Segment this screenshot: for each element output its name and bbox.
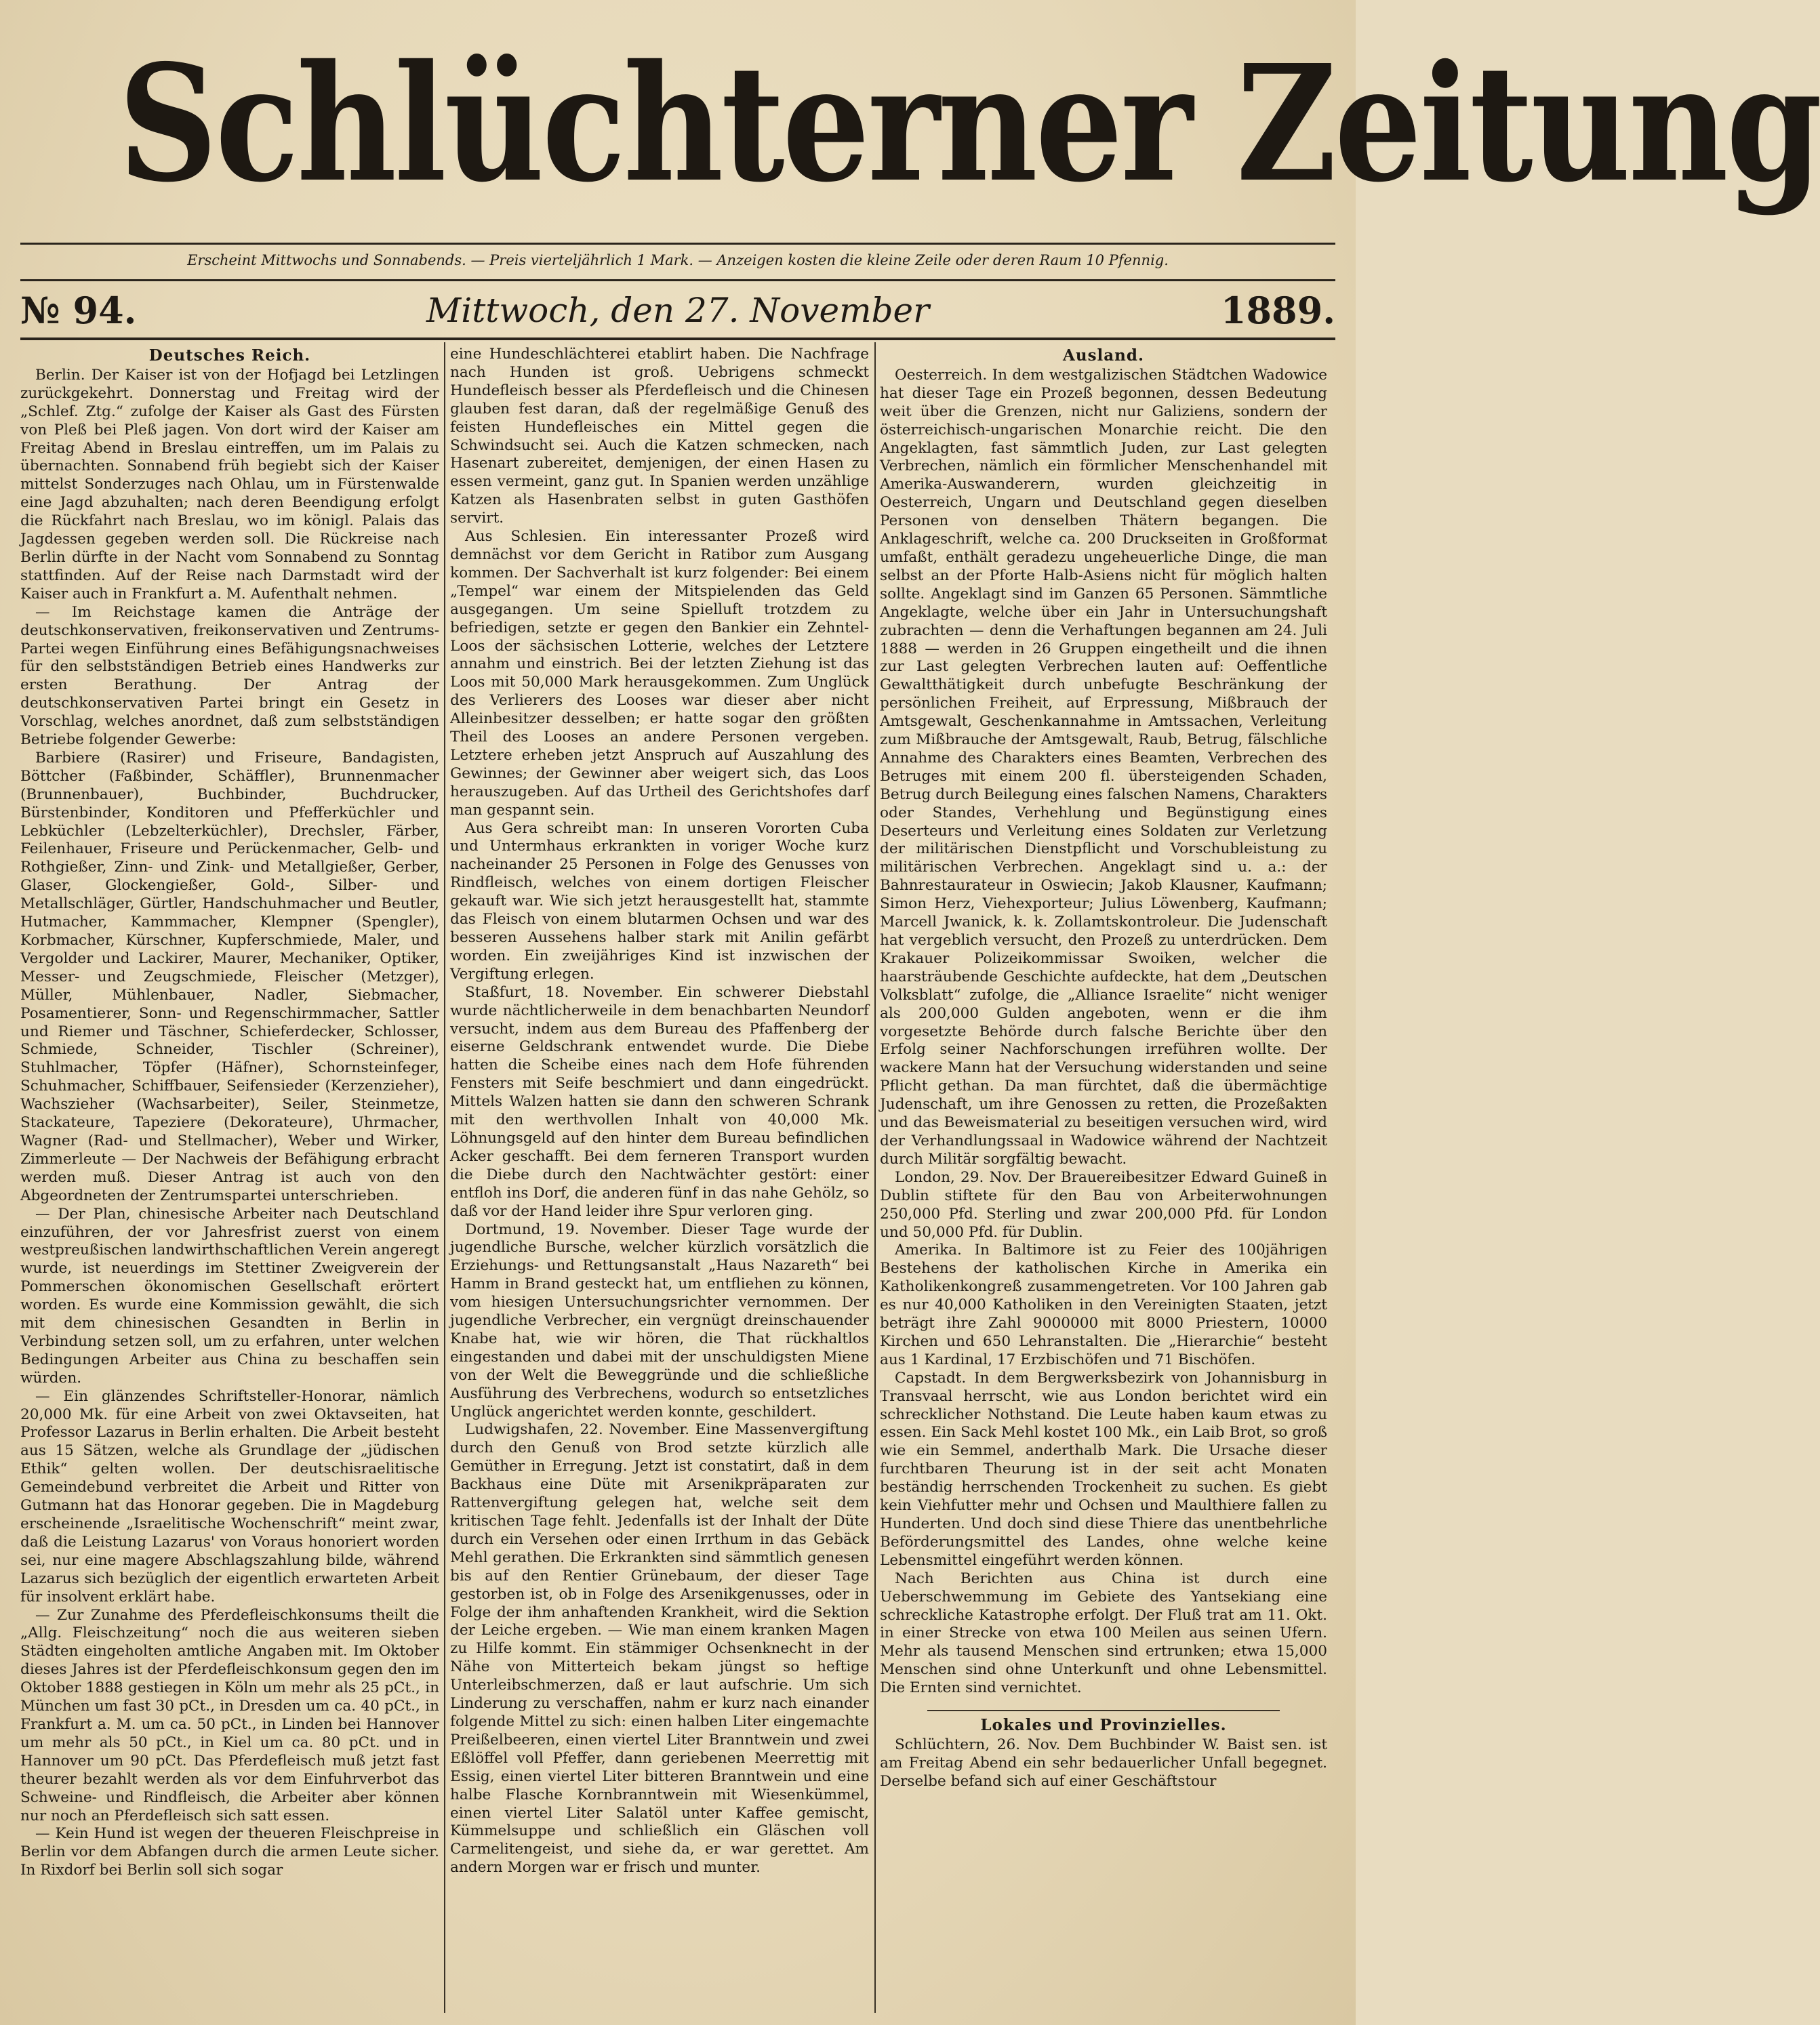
column-divider (444, 342, 445, 2013)
article-paragraph: Schlüchtern, 26. Nov. Dem Buchbinder W. Baist sen. ist am Freitag Abend ein sehr bedauerlicher Unfall begegnet. Derselbe befand sich auf einer Geschäftstour (880, 1736, 1327, 1790)
column-divider (874, 342, 876, 2013)
article-paragraph: Staßfurt, 18. November. Ein schwerer Diebstahl wurde nächtlicherweile in dem benachbarten Neundorf versucht, indem aus dem Bureau des Pfaffenberg der eiserne Geldschrank entwendet wurde. Die Diebe hatten die Scheibe eines nach dem Hofe führenden Fensters mit Seife beschmiert und dann eingedrückt. Mittels Walzen hatten sie dann den schweren Schrank mit den werthvollen Inhalt von 40,000 Mk. Löhnungsgeld auf den hinter dem Bureau befindlichen Acker geschafft. Bei dem ferneren Transport wurden die Diebe durch den Nachtwächter gestört: einer entfloh ins Dorf, die anderen fünf in das nahe Gehölz, so daß vor der Hand leider ihre Spur verloren ging. (450, 983, 869, 1220)
masthead-title: Schlüchterner Zeitung (118, 29, 1820, 218)
article-paragraph: — Der Plan, chinesische Arbeiter nach Deutschland einzuführen, der vor Jahresfrist zuerst von einem westpreußischen landwirthschaftlichen Verein angeregt wurde, ist neuerdings im Stettiner Zweigverein der Pommerschen ökonomischen Gesellschaft erörtert worden. Es wurde eine Kommission gewählt, die sich mit dem chinesischen Gesandten in Berlin in Verbindung setzen soll, um zu erfahren, unter welchen Bedingungen Arbeiter aus China zu beschaffen sein würden. (20, 1205, 439, 1387)
issue-bar (20, 288, 1335, 335)
article-paragraph: Amerika. In Baltimore ist zu Feier des 100jährigen Bestehens der katholischen Kirche in Amerika ein Katholikenkongreß zusammengetreten. Vor 100 Jahren gab es nur 40,000 Katholiken in den Vereinigten Staaten, jetzt beträgt ihre Zahl 9000000 mit 8000 Priestern, 10000 Kirchen und 650 Lehranstalten. Die „Hierarchie“ besteht aus 1 Kardinal, 17 Erzbischöfen und 71 Bischöfen. (880, 1242, 1327, 1368)
issue-number: № 94. (20, 289, 137, 332)
article-paragraph: — Im Reichstage kamen die Anträge der deutschkonservativen, freikonservativen und Zentrums-Partei wegen Einführung eines Befähigungsnachweises für den selbstständigen Betrieb eines Handwerks zur ersten Berathung. Der Antrag der deutschkonservativen Partei bringt ein Gesetz in Vorschlag, welches anordnet, daß zum selbstständigen Betriebe folgender Gewerbe: (20, 603, 439, 749)
issue-year: 1889. (1220, 289, 1335, 332)
section-heading-local: Lokales und Provinzielles. (980, 1716, 1227, 1735)
lower-issue-rule (20, 338, 1335, 340)
section-heading: Deutsches Reich. (148, 346, 311, 365)
article-paragraph: Dortmund, 19. November. Dieser Tage wurde der jugendliche Bursche, welcher kürzlich vorsätzlich die Erziehungs- und Rettungsanstalt „Haus Nazareth“ bei Hamm in Brand gesteckt hat, um entfliehen zu können, vom hiesigen Untersuchungsrichter vernommen. Der jugendliche Verbrecher, ein vergnügt dreinschauender Knabe hat, wie wir hören, die That rückhaltlos eingestanden und dabei mit der unschuldigsten Miene von der Welt die Beweggründe und die schließliche Ausführung des Verbrechens, wodurch so entsetzliches Unglück angerichtet werden konnte, geschildert. (450, 1221, 869, 1420)
subscription-line: Erscheint Mittwochs und Sonnabends. — Preis vierteljährlich 1 Mark. — Anzeigen kosten die kleine Zeile oder deren Raum 10 Pfennig. (187, 252, 1169, 268)
article-paragraph: Aus Gera schreibt man: In unseren Vororten Cuba und Untermhaus erkrankten in voriger Woche kurz nacheinander 25 Personen in Folge des Genusses von Rindfleisch, welches von einem dortigen Fleischer gekauft war. Wie sich jetzt herausgestellt hat, stammte das Fleisch von einem blutarmen Ochsen und war des besseren Aussehens halber stark mit Anilin gefärbt worden. Ein zweijähriges Kind ist inzwischen der Vergiftung erlegen. (450, 819, 869, 983)
column-middle (450, 346, 869, 2013)
article-paragraph: Oesterreich. In dem westgalizischen Städtchen Wadowice hat dieser Tage ein Prozeß begonnen, dessen Bedeutung weit über die Grenzen, nicht nur Galiziens, sondern der österreichisch-ungarischen Monarchie reicht. Die den Angeklagten, fast sämmtlich Juden, zur Last gelegten Verbrechen, nämlich ein förmlicher Menschenhandel mit Amerika-Auswanderern, wurden gleichzeitig in Oesterreich, Ungarn und Deutschland gegen dieselben Personen von denselben Thätern begangen. Die Anklageschrift, welche ca. 200 Druckseiten in Großformat umfaßt, enthält geradezu ungeheuerliche Dinge, die man selbst an der Pforte Halb-Asiens nicht für möglich halten sollte. Angeklagt sind im Ganzen 65 Personen. Sämmtliche Angeklagte, welche über ein Jahr in Untersuchungshaft zubrachten — denn die Verhaftungen begannen am 24. Juli 1888 — werden in 26 Gruppen eingetheilt und die ihnen zur Last gelegten Verbrechen lauten auf: Oeffentliche Gewaltthätigkeit durch unbefugte Beschränkung der persönlichen Freiheit, auf Erpressung, Mißbrauch der Amtsgewalt, Geschenkannahme in Amtssachen, Verleitung zum Mißbrauche der Amtsgewalt, Raub, Betrug, fälschliche Annahme des Charakters eines Beamten, Verbrechen des Betruges mit einem 200 fl. übersteigenden Schaden, Betrug durch Beilegung eines falschen Namens, Charakters oder Standes, Verhehlung und Begünstigung eines Deserteurs und Verleitung eines Soldaten zur Verletzung der militärischen Dienstpflicht und Vorschubleistung zu militärischen Verbrechen. Angeklagt sind u. a.: der Bahnrestaurateur in Oswiecin; Jakob Klausner, Kaufmann; Simon Herz, Viehexporteur; Julius Löwenberg, Kaufmann; Marcell Jwanick, k. k. Zollamtskontroleur. Die Judenschaft hat vergeblich versucht, den Prozeß zu unterdrücken. Dem Krakauer Polizeikommissar Swoiken, welcher die haarsträubende Geschichte aufdeckte, hat dem „Deutschen Volksblatt“ zufolge, die „Alliance Israelite“ nicht weniger als 200,000 Gulden angeboten, wenn er die ihm vorgesetzte Behörde durch falsche Berichte über den Erfolg seiner Nachforschungen irreführen wollte. Der wackere Mann hat der Versuchung widerstanden und seine Pflicht gethan. Da man fürchtet, daß die übermächtige Judenschaft, um ihre Genossen zu retten, die Prozeßakten und das Beweismaterial zu beseitigen versuchen wird, wird der Verhandlungssaal in Wadowice während der Nachtzeit durch Militär sorgfältig bewacht. (880, 366, 1327, 1168)
article-paragraph: Barbiere (Rasirer) und Friseure, Bandagisten, Böttcher (Faßbinder, Schäffler), Brunnenmacher (Brunnenbauer), Buchbinder, Buchdrucker, Bürstenbinder, Konditoren und Pfefferküchler und Lebküchler (Lebzelterküchler), Drechsler, Färber, Feilenhauer, Friseure und Perückenmacher, Gelb- und Rothgießer, Zinn- und Zink- und Metallgießer, Gerber, Glaser, Glockengießer, Gold-, Silber- und Metallschläger, Gürtler, Handschuhmacher und Beutler, Hutmacher, Kammmacher, Klempner (Spengler), Korbmacher, Kürschner, Kupferschmiede, Maler, und Vergolder und Lackirer, Maurer, Mechaniker, Optiker, Messer- und Zeugschmiede, Fleischer (Metzger), Müller, Mühlenbauer, Nadler, Siebmacher, Posamentierer, Sonn- und Regenschirmmacher, Sattler und Riemer und Täschner, Schieferdecker, Schlosser, Schmiede, Schneider, Tischler (Schreiner), Stuhlmacher, Töpfer (Häfner), Schornsteinfeger, Schuhmacher, Schiffbauer, Seifensieder (Kerzenzieher), Wachszieher (Wachsarbeiter), Seiler, Steinmetze, Stackateure, Tapeziere (Dekorateure), Uhrmacher, Wagner (Rad- und Stellmacher), Weber und Wirker, Zimmerleute — Der Nachweis der Befähigung erbracht werden muß. Dieser Antrag ist auch von den Abgeordneten der Zentrumspartei unterschrieben. (20, 749, 439, 1204)
article-paragraph: Ludwigshafen, 22. November. Eine Massenvergiftung durch den Genuß von Brod setzte kürzlich alle Gemüther in Erregung. Jetzt ist constatirt, daß in dem Backhaus eine Düte mit Arsenikpräparaten zur Rattenvergiftung gelegen hat, welche seit dem kritischen Tage fehlt. Jedenfalls ist der Inhalt der Düte durch ein Versehen oder einen Irrthum in das Gebäck Mehl gerathen. Die Erkrankten sind sämmtlich genesen bis auf den Rentier Grünebaum, der dieser Tage gestorben ist, ob in Folge des Arsenikgenusses, oder in Folge der ihm anhaftenden Krankheit, wird die Sektion der Leiche ergeben. — Wie man einem kranken Magen zu Hilfe kommt. Ein stämmiger Ochsenknecht in der Nähe von Mitterteich bekam jüngst so heftige Unterleibschmerzen, daß er laut aufschrie. Um sich Linderung zu verschaffen, nahm er kurz nach einander folgende Mittel zu sich: einen halben Liter eingemachte Preißelbeeren, einen viertel Liter Branntwein und zwei Eßlöffel voll Pfeffer, dann geriebenen Meerrettig mit Essig, einen viertel Liter bitteren Branntwein und eine halbe Flasche Kornbranntwein mit Wiesenkümmel, einen viertel Liter Salatöl unter Kaffee gemischt, Kümmelsuppe und schließlich ein Gläschen voll Carmelitengeist, und siehe da, er war gerettet. Am andern Morgen war er frisch und munter. (450, 1421, 869, 1877)
article-paragraph: — Ein glänzendes Schriftsteller-Honorar, nämlich 20,000 Mk. für eine Arbeit von zwei Oktavseiten, hat Professor Lazarus in Berlin erhalten. Die Arbeit besteht aus 15 Sätzen, welche als Grundlage der „jüdischen Ethik“ gelten wollen. Der deutschisraelitische Gemeindebund verbreitet die Arbeit und Ritter von Gutmann hat das Honorar gegeben. Die in Magdeburg erscheinende „Israelitische Wochenschrift“ meint zwar, daß die Leistung Lazarus' von Voraus honoriert worden sei, nur eine magere Abschlagszahlung bilde, während Lazarus sich bezüglich der eigentlich erwarteten Arbeit für insolvent erklärt habe. (20, 1387, 439, 1605)
article-paragraph: Aus Schlesien. Ein interessanter Prozeß wird demnächst vor dem Gericht in Ratibor zum Ausgang kommen. Der Sachverhalt ist kurz folgender: Bei einem „Tempel“ war einem der Mitspielenden das Geld ausgegangen. Um seine Spielluft trotzdem zu befriedigen, setzte er gegen den Bankier ein Zehntel-Loos der sächsischen Lotterie, welches der Letztere annahm und einstrich. Bei der letzten Ziehung ist das Loos mit 50,000 Mark herausgekommen. Zum Unglück des Verlierers des Looses war dieser aber nicht Alleinbesitzer desselben; er hatte sogar den größten Theil des Looses an andere Personen vergeben. Letztere erheben jetzt Anspruch auf Auszahlung des Gewinnes; der Gewinner aber weigert sich, das Loos herauszugeben. Auf das Urtheil des Gerichtshofes darf man gespannt sein. (450, 528, 869, 819)
article-paragraph: Capstadt. In dem Bergwerksbezirk von Johannisburg in Transvaal herrscht, wie aus London berichtet wird ein schrecklicher Nothstand. Die Leute haben kaum etwas zu essen. Ein Sack Mehl kostet 100 Mk., ein Laib Brot, so groß wie ein Semmel, anderthalb Mark. Die Ursache dieser furchtbaren Theurung ist in der seit acht Monaten beständig herrschenden Trockenheit zu suchen. Es giebt kein Viehfutter mehr und Ochsen und Maulthiere fallen zu Hunderten. Und doch sind diese Thiere das unentbehrliche Beförderungsmittel des Landes, ohne welche keine Lebensmittel eingeführt werden können. (880, 1369, 1327, 1569)
article-paragraph: — Zur Zunahme des Pferdefleischkonsums theilt die „Allg. Fleischzeitung“ noch die aus weiteren sieben Städten eingeholten amtliche Angaben mit. Im Oktober dieses Jahres ist der Pferdefleischkonsum gegen den im Oktober 1888 gestiegen in Köln um mehr als 25 pCt., in München um fast 30 pCt., in Dresden um ca. 40 pCt., in Frankfurt a. M. um ca. 50 pCt., in Linden bei Hannover um mehr als 50 pCt., in Kiel um ca. 80 pCt. und in Hannover um 90 pCt. Das Pferdefleisch muß jetzt fast theurer bezahlt werden als vor dem Einfuhrverbot das Schweine- und Rindfleisch, die Arbeiter aber können nur noch an Pferdefleisch sich satt essen. (20, 1606, 439, 1824)
issue-date: Mittwoch, den 27. November (426, 291, 929, 330)
article-paragraph: eine Hundeschlächterei etablirt haben. Die Nachfrage nach Hunden ist groß. Uebrigens schmeckt Hundefleisch besser als Pferdefleisch und die Chinesen glauben fest daran, daß der regelmäßige Genuß des feisten Hundefleisches ein Mittel gegen die Schwindsucht sei. Auch die Katzen schmecken, nach Hasenart zubereitet, demjenigen, der einen Hasen zu essen vermeint, ganz gut. In Spanien werden unzählige Katzen als Hasenbraten selbst in guten Gasthöfen servirt. (450, 346, 869, 527)
upper-issue-rule (20, 279, 1335, 281)
article-paragraph: London, 29. Nov. Der Brauereibesitzer Edward Guineß in Dublin stiftete für den Bau von Arbeiterwohnungen 250,000 Pfd. Sterling und zwar 200,000 Pfd. für London und 50,000 Pfd. für Dublin. (880, 1168, 1327, 1241)
section-divider (927, 1710, 1280, 1711)
column-ausland (880, 346, 1327, 2013)
article-paragraph: Nach Berichten aus China ist durch eine Ueberschwemmung im Gebiete des Yantsekiang eine schreckliche Katastrophe erfolgt. Der Fluß trat am 11. Okt. in einer Strecke von etwa 100 Meilen aus seinen Ufern. Mehr als tausend Menschen sind ertrunken; etwa 15,000 Menschen sind ohne Unterkunft und ohne Lebensmittel. Die Ernten sind vernichtet. (880, 1570, 1327, 1697)
top-rule (20, 243, 1335, 245)
column-deutsches-reich (20, 346, 439, 2013)
section-heading: Ausland. (1063, 346, 1144, 365)
article-paragraph: — Kein Hund ist wegen der theueren Fleischpreise in Berlin vor dem Abfangen durch die armen Leute sicher. In Rixdorf bei Berlin soll sich sogar (20, 1825, 439, 1879)
article-paragraph: Berlin. Der Kaiser ist von der Hofjagd bei Letzlingen zurückgekehrt. Donnerstag und Freitag wird der „Schlef. Ztg.“ zufolge der Kaiser als Gast des Fürsten von Pleß bei Pleß jagen. Von dort wird der Kaiser am Freitag Abend in Breslau eintreffen, um im Palais zu übernachten. Sonnabend früh begiebt sich der Kaiser mittelst Sonderzuges nach Ohlau, um in Fürstenwalde eine Jagd abzuhalten; nach deren Beendigung erfolgt die Rückfahrt nach Breslau, wo im königl. Palais das Jagdessen gegeben werden soll. Die Rückreise nach Berlin dürfte in der Nacht vom Sonnabend zu Sonntag stattfinden. Auf der Reise nach Darmstadt wird der Kaiser auch in Frankfurt a. M. Aufenthalt nehmen. (20, 366, 439, 602)
